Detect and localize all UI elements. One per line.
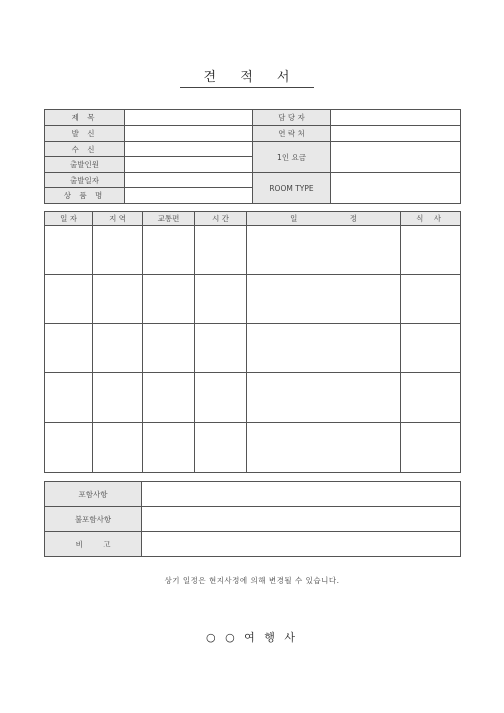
transport-cell[interactable]: [143, 275, 195, 324]
participants-field[interactable]: [125, 157, 253, 173]
recipient-field[interactable]: [125, 142, 253, 157]
product-field[interactable]: [125, 188, 253, 204]
header-meals: 식 사: [401, 212, 461, 226]
transport-cell[interactable]: [143, 373, 195, 423]
header-date: 일 자: [45, 212, 93, 226]
subject-field[interactable]: [125, 110, 253, 126]
price-label: 1인 요금: [253, 142, 331, 173]
header-schedule: 일 정: [247, 212, 401, 226]
schedule-cell[interactable]: [247, 423, 401, 473]
agency-name: ○ ○ 여 행 사: [205, 631, 299, 644]
product-label: 상 품 명: [45, 188, 125, 204]
room-type-label: ROOM TYPE: [253, 173, 331, 204]
time-cell[interactable]: [195, 423, 247, 473]
itinerary-table: [44, 211, 461, 473]
date-cell[interactable]: [45, 275, 93, 324]
price-field[interactable]: [331, 142, 461, 173]
transport-cell[interactable]: [143, 226, 195, 275]
time-cell[interactable]: [195, 324, 247, 373]
included-label: 포함사항: [45, 482, 142, 507]
meals-cell[interactable]: [401, 275, 461, 324]
excluded-field[interactable]: [142, 507, 461, 532]
date-cell[interactable]: [45, 373, 93, 423]
schedule-cell[interactable]: [247, 275, 401, 324]
manager-label: 담 당 자: [253, 110, 331, 126]
region-cell[interactable]: [93, 226, 143, 275]
region-cell[interactable]: [93, 275, 143, 324]
excluded-label: 불포함사항: [45, 507, 142, 532]
notes-table: [44, 481, 461, 557]
transport-cell[interactable]: [143, 324, 195, 373]
time-cell[interactable]: [195, 373, 247, 423]
meals-cell[interactable]: [401, 423, 461, 473]
room-type-field[interactable]: [331, 173, 461, 204]
contact-field[interactable]: [331, 126, 461, 142]
included-field[interactable]: [142, 482, 461, 507]
meals-cell[interactable]: [401, 324, 461, 373]
subject-label: 제 목: [45, 110, 125, 126]
region-cell[interactable]: [93, 324, 143, 373]
region-cell[interactable]: [93, 373, 143, 423]
itinerary-row: [45, 226, 461, 275]
recipient-label: 수 신: [45, 142, 125, 157]
sender-label: 발 신: [45, 126, 125, 142]
contact-label: 연 락 처: [253, 126, 331, 142]
header-time: 시 간: [195, 212, 247, 226]
footnote-text: 상기 일정은 현지사정에 의해 변경될 수 있습니다.: [164, 576, 340, 585]
schedule-cell[interactable]: [247, 226, 401, 275]
region-cell[interactable]: [93, 423, 143, 473]
departure-date-field[interactable]: [125, 173, 253, 188]
remarks-field[interactable]: [142, 532, 461, 557]
meals-cell[interactable]: [401, 226, 461, 275]
remarks-label: 비 고: [45, 532, 142, 557]
itinerary-row: [45, 423, 461, 473]
itinerary-row: [45, 324, 461, 373]
schedule-cell[interactable]: [247, 324, 401, 373]
time-cell[interactable]: [195, 275, 247, 324]
manager-field[interactable]: [331, 110, 461, 126]
itinerary-row: [45, 373, 461, 423]
schedule-cell[interactable]: [247, 373, 401, 423]
header-transport: 교통편: [143, 212, 195, 226]
departure-date-label: 출발일자: [45, 173, 125, 188]
header-region: 지 역: [93, 212, 143, 226]
transport-cell[interactable]: [143, 423, 195, 473]
title-underline: [180, 87, 314, 88]
date-cell[interactable]: [45, 423, 93, 473]
meals-cell[interactable]: [401, 373, 461, 423]
document-title: 견 적 서: [203, 70, 291, 85]
itinerary-row: [45, 275, 461, 324]
info-table: [44, 109, 461, 204]
participants-label: 출발인원: [45, 157, 125, 173]
date-cell[interactable]: [45, 226, 93, 275]
time-cell[interactable]: [195, 226, 247, 275]
sender-field[interactable]: [125, 126, 253, 142]
date-cell[interactable]: [45, 324, 93, 373]
